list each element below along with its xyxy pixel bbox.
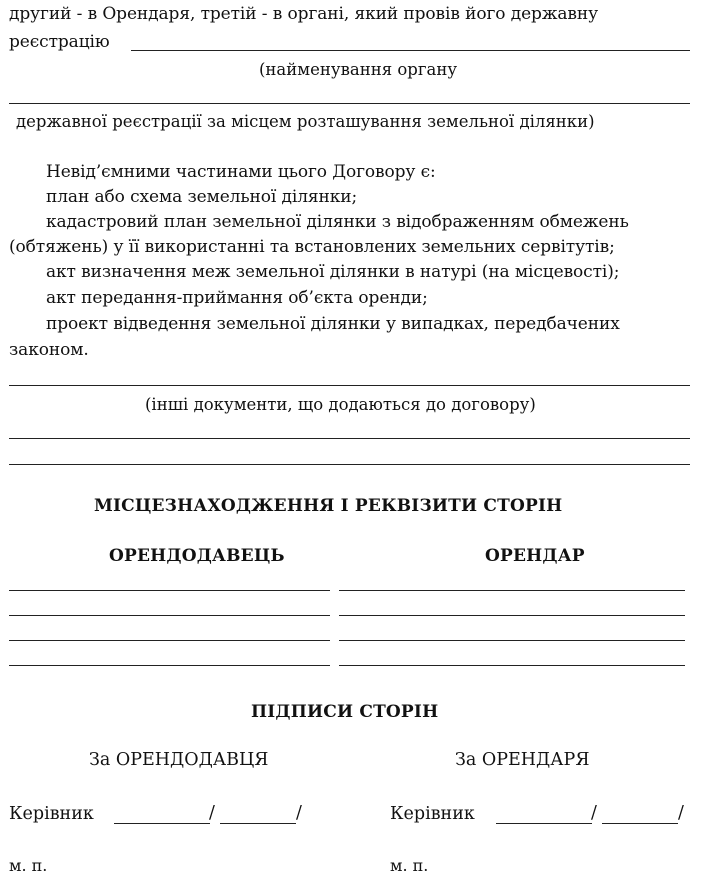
head-right-label: Керівник — [390, 804, 475, 824]
annex-item-transfer-act: акт передання-приймання об’єкта оренди; — [46, 288, 428, 308]
head-right-slash-2: / — [678, 803, 684, 823]
lessee-requisites-line — [339, 665, 685, 666]
head-right-slash-1: / — [591, 803, 597, 823]
head-left-slash-1: / — [209, 803, 215, 823]
registration-caption-2: державної реєстрації за місцем розташування земельної ділянки) — [16, 112, 595, 131]
annexes-intro: Невід’ємними частинами цього Договору є: — [46, 162, 436, 182]
seal-left-label: м. п. — [9, 856, 48, 875]
lessee-requisites-line — [339, 590, 685, 591]
head-left-slash-2: / — [296, 803, 302, 823]
lessor-requisites-line — [9, 615, 330, 616]
for-lessor-label: За ОРЕНДОДАВЦЯ — [89, 750, 269, 770]
lessee-heading: ОРЕНДАР — [485, 546, 585, 566]
annex-item-project-line-1: проект відведення земельної ділянки у випадках, передбачених — [46, 314, 620, 334]
head-left-label: Керівник — [9, 804, 94, 824]
annex-item-cadastral-line-2: (обтяжень) у її використанні та встановлених земельних сервітутів; — [9, 237, 615, 257]
registration-blank-line-2 — [9, 103, 690, 104]
requisites-title: МІСЦЕЗНАХОДЖЕННЯ І РЕКВІЗИТИ СТОРІН — [94, 496, 563, 516]
other-docs-blank-line-3 — [9, 464, 690, 465]
registration-caption-1: (найменування органу — [259, 60, 458, 79]
annex-item-boundaries: акт визначення меж земельної ділянки в натурі (на місцевості); — [46, 262, 620, 282]
registration-line-1: другий - в Орендаря, третій - в органі, який провів його державну — [9, 4, 598, 24]
registration-blank-line-1 — [131, 50, 690, 51]
annex-item-project-line-2: законом. — [9, 340, 89, 360]
head-left-signature-blank — [114, 823, 210, 824]
signatures-title: ПІДПИСИ СТОРІН — [251, 702, 439, 722]
lessor-requisites-line — [9, 590, 330, 591]
lessee-requisites-line — [339, 615, 685, 616]
other-docs-blank-line-1 — [9, 385, 690, 386]
seal-right-label: м. п. — [390, 856, 429, 875]
lessor-requisites-line — [9, 640, 330, 641]
other-docs-caption: (інші документи, що додаються до договору) — [145, 395, 536, 414]
annex-item-cadastral-line-1: кадастровий план земельної ділянки з відображенням обмежень — [46, 212, 629, 232]
registration-line-2-label: реєстрацію — [9, 32, 110, 52]
lessor-requisites-line — [9, 665, 330, 666]
head-left-name-blank — [220, 823, 296, 824]
for-lessee-label: За ОРЕНДАРЯ — [455, 750, 590, 770]
lessor-heading: ОРЕНДОДАВЕЦЬ — [109, 546, 285, 566]
annex-item-plan: план або схема земельної ділянки; — [46, 187, 358, 207]
lessee-requisites-line — [339, 640, 685, 641]
other-docs-blank-line-2 — [9, 438, 690, 439]
head-right-name-blank — [602, 823, 678, 824]
head-right-signature-blank — [496, 823, 592, 824]
